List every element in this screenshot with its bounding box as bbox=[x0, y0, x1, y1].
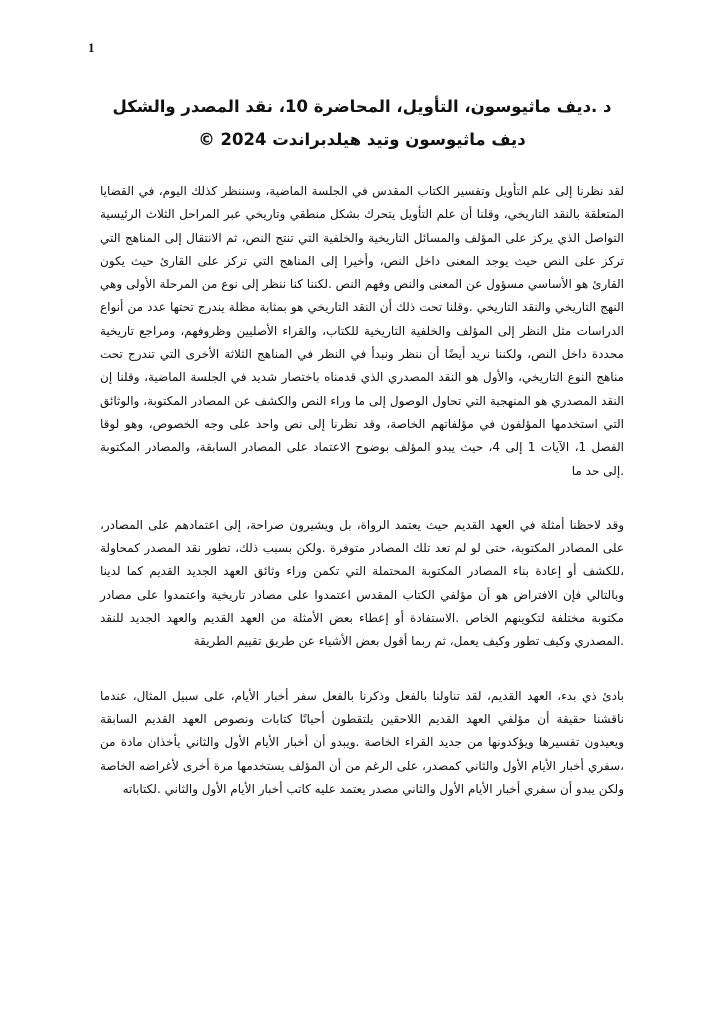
paragraph-1: لقد نظرنا إلى علم التأويل وتفسير الكتاب المقدس في الجلسة الماضية، وسننظر كذلك اليوم، في القضايا المتعلقة بالنقد التاريخي، وقلنا أن علم التأويل يتحرك بشكل منطقي وتاريخي عبر المراحل الثلاث الرئيسية التواصل الذي يركز على المؤلف والمسائل التاريخية والخلفية التي تنتج النص، ثم الانتقال إلى المناهج التي تركز على النص حيث يوجد المعنى داخل النص، وأخيرا إلى المناهج التي تركز على القارئ حيث يكون القارئ هو الأساسي مسؤول عن المعنى والنص وفهم النص .لكننا كنا ننظر إلى نوع من المرحلة الأولى وهي النهج التاريخي والنقد التاريخي .وقلنا تحت ذلك أن النقد التاريخي هو بمثابة مظلة يندرج تحتها عدد من أنواع الدراسات مثل النظر إلى المؤلف والخلفية التاريخية للكتاب، والقراء الأصليين وظروفهم، ومراجع تاريخية محددة داخل النص، ولكننا نريد أيضًا أن ننظر ونبدأ في النظر في المناهج الثلاثة الأخرى التي تندرج تحت مناهج النوع التاريخي، والأول هو النقد المصدري الذي قدمناه باختصار شديد في الجلسة الماضية، وقلنا إن النقد المصدري هو المنهجية التي تحاول الوصول إلى ما وراء النص والكشف عن المصادر المكتوبة، والوثائق التي استخدمها المؤلفون في مؤلفاتهم الخاصة، وقد نظرنا إلى نص واحد على وجه الخصوص، وهو لوقا الفصل 1، الآيات 1 إلى 4، حيث يبدو المؤلف بوضوح الاعتماد على المصادر السابقة، والمصادر المكتوبة .إلى حد ما bbox=[100, 184, 624, 478]
document-title bbox=[80, 90, 644, 156]
page-number: 1 bbox=[88, 40, 95, 55]
title-line-2: ديف ماثيوسون وتيد هيلدبراندت 2024 © bbox=[198, 130, 526, 149]
paragraph-2: وقد لاحظنا أمثلة في العهد القديم حيث يعتمد الرواة، بل ويشيرون صراحة، إلى اعتمادهم على المصادر، على المصادر المكتوبة، حتى لو لم تعد تلك المصادر متوفرة .ولكن بسبب ذلك، تطور نقد المصدر كمحاولة ،للكشف أو إعادة بناء المصادر المكتوبة المحتملة التي تكمن وراء وثائق العهد الجديد القديم كما لدينا وبالتالي فإن الافتراض هو أن مؤلفي الكتاب المقدس اعتمدوا على مصادر تاريخية واعتمدوا على مصادر مكتوبة مختلفة لتكوينهم الخاص .الاستفادة أو إعطاء بعض الأمثلة من العهد القديم والعهد الجديد للنقد .المصدري وكيف تطور وكيف يعمل، ثم ربما أقول بعض الأشياء عن طريق تقييم الطريقة bbox=[100, 517, 624, 649]
paragraph-3: بادئ ذي بدء، العهد القديم، لقد تناولنا بالفعل وذكرنا بالفعل سفر أخبار الأيام، على سبيل المثال، عندما ناقشنا حقيقة أن مؤلفي العهد القديم اللاحقين يلتقطون أحيانًا كتابات ونصوص العهد القديم السابقة ويعيدون تفسيرها ويؤكدونها من جديد القراء الخاصة .ويبدو أن أخبار الأيام الأول والثاني يأخذان مادة من ،سفري أخبار الأيام الأول والثاني كمصدر، على الرغم من أن المؤلف يستخدمها مرة أخرى لأغراضه الخاصة ولكن يبدو أن سفري أخبار الأيام الأول والثاني مصدر يعتمد عليه كاتب أخبار الأيام الأول والثاني .لكتاباته bbox=[100, 688, 624, 796]
title-line-1: د .ديف ماثيوسون، التأويل، المحاضرة 10، نقد المصدر والشكل bbox=[112, 97, 612, 116]
document-body bbox=[100, 180, 624, 832]
